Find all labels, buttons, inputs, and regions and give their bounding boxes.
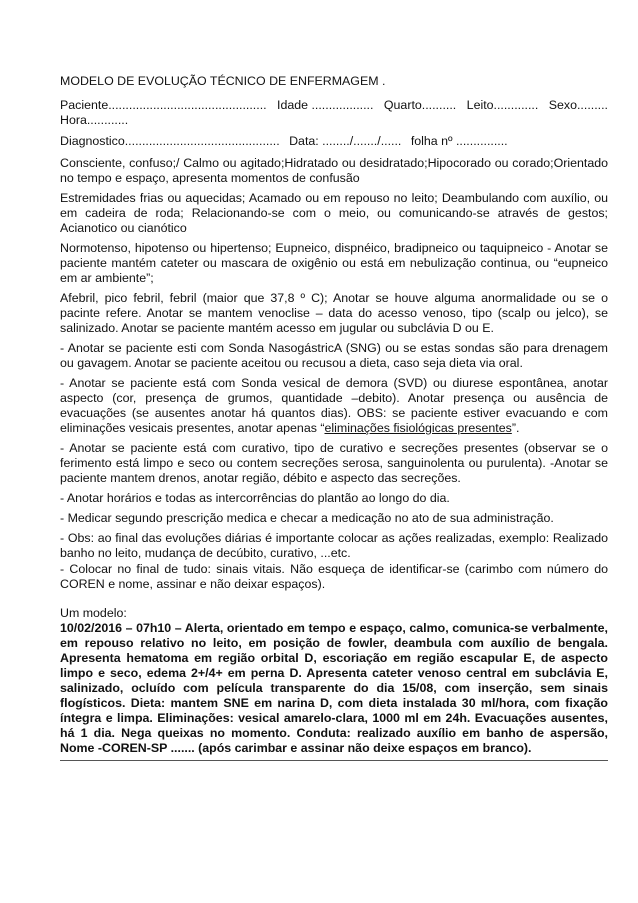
model-label: Um modelo: [60,606,127,620]
paragraph-medication: - Medicar segundo prescrição medica e checar a medicação no ato de sua administração. [60,511,554,525]
document-title: MODELO DE EVOLUÇÃO TÉCNICO DE ENFERMAGEM . [60,74,386,88]
diagnosis-field: Diagnostico............................................. [60,134,280,148]
paragraph-eliminations [60,376,608,436]
diagnosis-row [60,134,608,149]
bottom-divider [60,760,608,761]
paragraph-temperature: Afebril, pico febril, febril (maior que 37,8 º C); Anotar se houve alguma anormalidade ou se o pacinte refere. Anotar se mantem venoclise – data do acesso venoso, tipo (scalp ou jelco), se salinizado. Anotar se paciente mantém acesso em jugular ou subclávia D ou E. [60,291,608,335]
patient-field: Paciente.............................................. [60,98,267,112]
eliminations-underlined: eliminações fisiológicas presentes [324,421,512,435]
paragraph-vital-signs: - Colocar no final de tudo: sinais vitais. Não esqueça de identificar-se (carimbo com número do COREN e nome, assinar e não deixar espaços). [60,562,608,591]
date-field: Data: ......../......./...... [289,134,402,148]
eliminations-end: ”. [511,421,520,435]
room-field: Quarto.......... [383,98,457,112]
hour-row [60,113,608,128]
hour-field: Hora............ [60,113,129,127]
bed-field: Leito............. [466,98,539,112]
sex-field: Sexo......... [548,98,608,112]
document-page [60,74,608,756]
age-field: Idade .................. [277,98,374,112]
patient-header [60,98,608,128]
paragraph-nasogastric: - Anotar se paciente esti com Sonda NasogástricA (SNG) ou se estas sondas são para drenagem ou gavagem. Anotar se paciente aceitou ou recusou a dieta, caso seja dieta via oral. [60,341,608,370]
paragraph-respiration: Normotenso, hipotenso ou hipertenso; Eupneico, dispnéico, bradipneico ou taquipneico - Anotar se paciente mantém cateter ou mascara de oxigênio ou está em nebulização continua, ou “eupneico em ar ambiente”; [60,241,608,285]
patient-header-row [60,98,608,113]
eliminations-text: - Anotar se paciente está com Sonda vesical de demora (SVD) ou diurese espontânea, anotar aspecto (cor, presença de grumos, quantidade –debito). Anotar presença ou ausência de evacuações (se ausentes anotar há quantos dias). OBS: se paciente estiver evacuando e com eliminações vesicais presentes, anotar apenas “ [60,376,608,435]
paragraph-observation: - Obs: ao final das evoluções diárias é importante colocar as ações realizadas, exemplo: Realizado banho no leito, mudança de decúbito, curativo, ...etc. [60,531,608,560]
paragraph-schedule: - Anotar horários e todas as intercorrências do plantão ao longo do dia. [60,491,450,505]
sheet-number-field: folha nº ............... [410,134,508,148]
paragraph-extremities: Estremidades frias ou aquecidas; Acamado ou em repouso no leito; Deambulando com auxílio, ou em cadeira de roda; Relacionando-se com o meio, ou comunicando-se através de gestos; Acianotico ou cianótico [60,191,608,235]
paragraph-dressing: - Anotar se paciente está com curativo, tipo de curativo e secreções presentes (observar se o ferimento está limpo e seco ou contem secreções serosa, sanguinolenta ou purulenta). -Anotar se paciente mantem drenos, anotar região, débito e aspecto das secreções. [60,441,608,485]
model-text: 10/02/2016 – 07h10 – Alerta, orientado em tempo e espaço, calmo, comunica-se verbalmente, em repouso relativo no leito, em posição de fowler, deambula com auxílio de bengala. Apresenta hematoma em região orbital D, escoriação em região escapular E, de aspecto limpo e seco, edema 2+/4+ em perna D. Apresenta cateter venoso central em subclávia E, salinizado, ocluído com película transparente do dia 15/08, com inserção, sem sinais flogísticos. Dieta: mantem SNE em narina D, com dieta instalada 30 ml/hora, com fixação íntegra e limpa. Eliminações: vesical amarelo-clara, 1000 ml em 24h. Evacuações ausentes, há 1 dia. Nega queixas no momento. Conduta: realizado auxílio em banho de aspersão, Nome -COREN-SP ....... (após carimbar e assinar não deixe espaços em branco). [60,621,608,755]
paragraph-consciousness: Consciente, confuso;/ Calmo ou agitado;Hidratado ou desidratado;Hipocorado ou corado;Orientado no tempo e espaço, apresenta momentos de confusão [60,156,608,185]
